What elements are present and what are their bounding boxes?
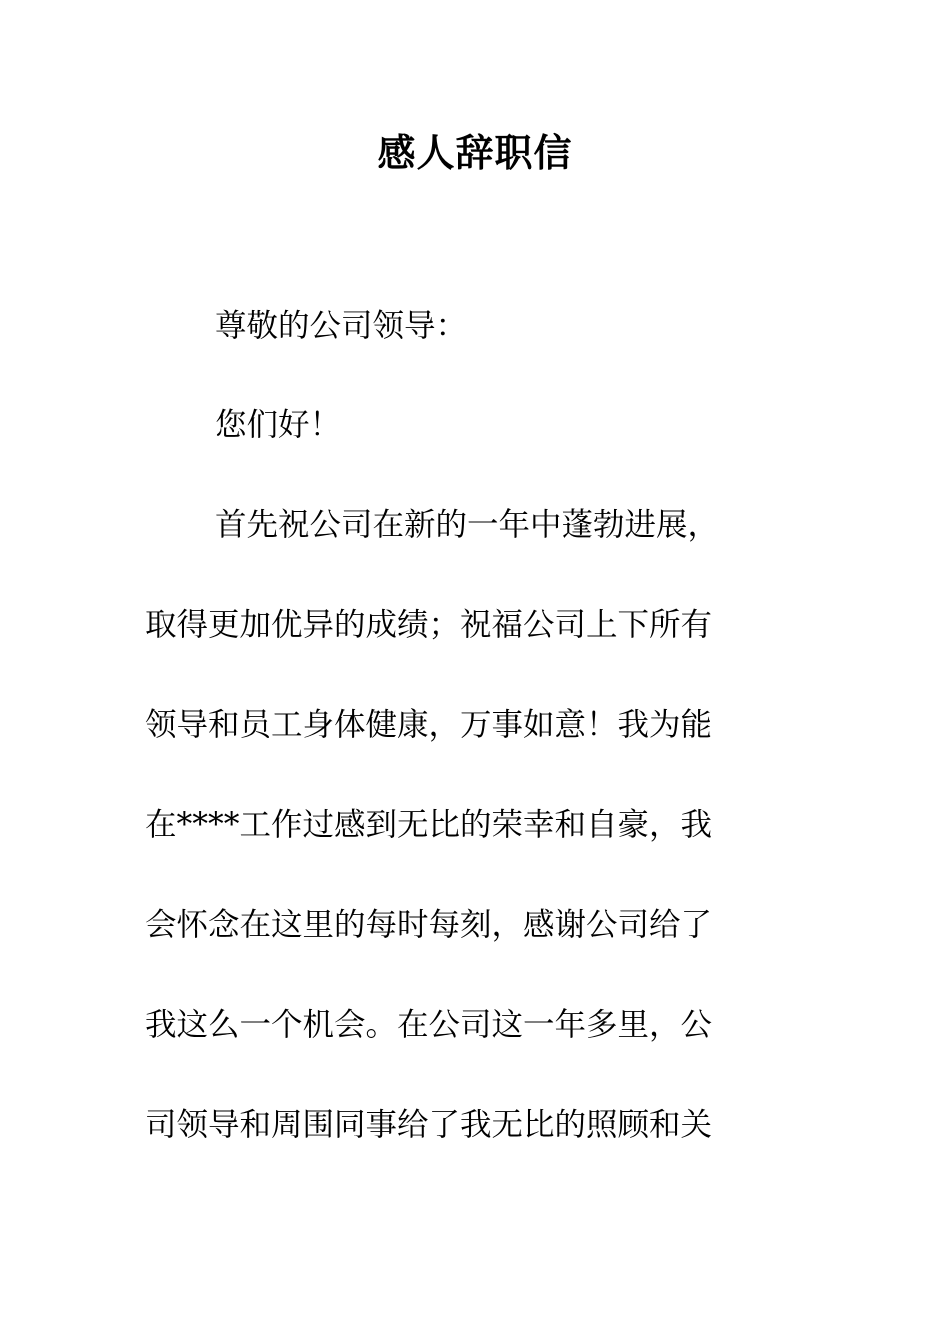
body-line: 我这么一个机会。在公司这一年多里，公: [145, 1007, 713, 1043]
body-line: 会怀念在这里的每时每刻，感谢公司给了: [145, 907, 713, 943]
body-line: 在****工作过感到无比的荣幸和自豪，我: [145, 807, 713, 843]
body-line: 取得更加优异的成绩；祝福公司上下所有: [145, 607, 713, 643]
body-line: 首先祝公司在新的一年中蓬勃进展，: [215, 507, 720, 543]
document-title: 感人辞职信: [377, 130, 573, 175]
greeting-line: 您们好！: [215, 407, 342, 443]
body-line: 领导和员工身体健康，万事如意！我为能: [145, 707, 713, 743]
body-line: 司领导和周围同事给了我无比的照顾和关: [145, 1107, 713, 1143]
salutation-line: 尊敬的公司领导：: [215, 308, 468, 344]
